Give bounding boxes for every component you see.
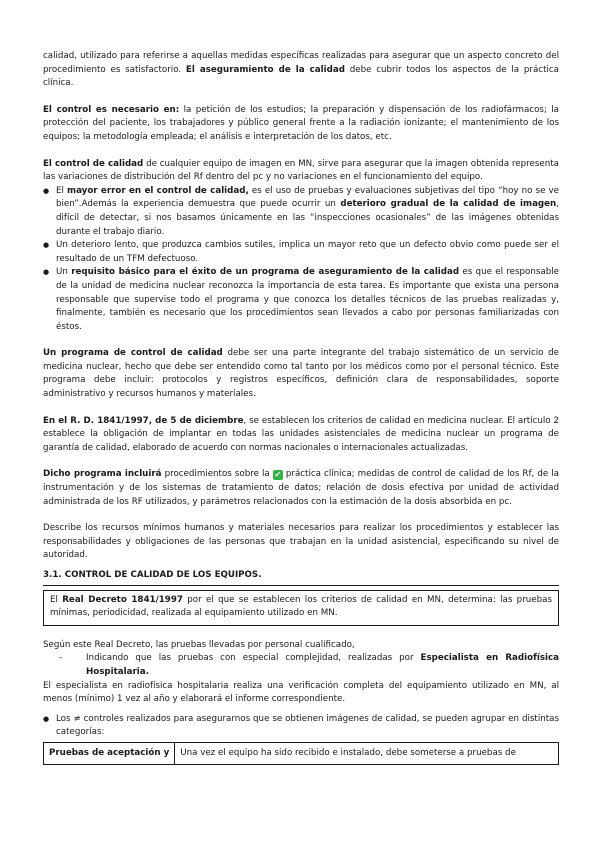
- paragraph-qualified-staff: Según este Real Decreto, las pruebas llevadas por personal cualificado,: [43, 639, 355, 650]
- paragraph-quality-control: El control de calidad de cualquier equipo de imagen en MN, sirve para asegurar que la imagen obtenida representa las variaciones de distribución del Rf dentro del pc y no variaciones en el funcionamiento del equipo.: [43, 158, 559, 183]
- section-heading: 3.1. CONTROL DE CALIDAD DE LOS EQUIPOS.: [43, 570, 262, 580]
- paragraph-royal-decree: En el R. D. 1841/1997, de 5 de diciembre, se establecen los criterios de calidad en medicina nuclear. El artículo 2 establece la obligación de implantar en todas las unidades asistenciales de medicina nuclear un programa de garantía de calidad, elaborado de acuerdo con normas nacionales o internacionales actualizadas.: [43, 415, 559, 453]
- bold-term: El control de calidad: [43, 158, 144, 169]
- list-item: ● Los ≠ controles realizados para asegurarnos que se obtienen imágenes de calidad, se pueden agrupar en distintas categorías:: [43, 713, 559, 740]
- bold-term: Un programa de control de calidad: [43, 348, 223, 359]
- dash-list: [43, 652, 559, 679]
- decree-box: El Real Decreto 1841/1997 por el que se establecen los criterios de calidad en MN, determina: las pruebas mínimas, periodicidad, realizada al equipamiento utilizado en MN.: [43, 590, 559, 626]
- document-page: [43, 50, 559, 765]
- section-divider: [43, 585, 559, 586]
- paragraph-control-necessary: El control es necesario en: la petición de los estudios; la preparación y dispensación de los radiofármacos; la protección del paciente, los trabajadores y público general frente a la radiación ionizante; el mantenimiento de los equipos; la metodología empleada; el análisis e interpretación de los datos, etc.: [43, 104, 560, 142]
- paragraph-physicist: El especialista en radiofísica hospitalaria realiza una verificación completa del equipamiento utilizado en MN, al menos (mínimo) 1 vez al año y elaborará el informe correspondiente.: [43, 680, 559, 705]
- paragraph-program-includes: Dicho programa incluirá procedimientos sobre la ✔ práctica clínica; medidas de control de calidad de los Rf, de la instrumentación y de los sistemas de tratamiento de datos; relación de dosis efectiva por unidad de actividad administrada de los RF utilizados, y parámetros relacionados con la estimación de la dosis absorbida en pc.: [43, 469, 559, 507]
- bold-term: El aseguramiento de la calidad: [185, 64, 345, 75]
- check-mark-icon: ✔: [274, 470, 282, 480]
- bold-term: Real Decreto 1841/1997: [62, 594, 183, 605]
- table-row: [44, 742, 559, 764]
- list-item: ● El mayor error en el control de calidad, es el uso de pruebas y evaluaciones subjetivas del tipo “hoy no se ve bien”.Además la experiencia demuestra que puede ocurrir un deterioro gradual de la calidad de imagen, difícil de detectar, si nos basamos únicamente en las “inspecciones ocasionales” de las imágenes obtenidas durante el trabajo diario.: [43, 185, 559, 239]
- bold-term: En el R. D. 1841/1997, de 5 de diciembre: [43, 415, 244, 426]
- list-item: ● Un deterioro lento, que produzca cambios sutiles, implica un mayor reto que un defecto obvio como puede ser el resultado de un TFM defectuoso.: [43, 239, 559, 266]
- bold-term: Dicho programa incluirá: [43, 469, 162, 480]
- bullet-list: [43, 185, 559, 335]
- tests-table: [43, 742, 559, 765]
- list-item: ● Un requisito básico para el éxito de un programa de aseguramiento de la calidad es que el responsable de la unidad de medicina nuclear reconozca la importancia de esta tarea. Es importante que exista una persona responsable que supervise todo el programa y que conozca los detalles técnicos de las pruebas realizadas y, finalmente, también es necesario que los procedimientos sean llevados a cabo por personas familiarizadas con éstos.: [43, 266, 559, 334]
- paragraph-quality-assurance: calidad, utilizado para referirse a aquellas medidas específicas realizadas para asegurar que un aspecto concreto del procedimiento es satisfactorio. El aseguramiento de la calidad debe cubrir todos los aspectos de la práctica clínica.: [43, 51, 559, 89]
- paragraph-qc-program: Un programa de control de calidad debe ser una parte integrante del trabajo sistemático de un servicio de medicina nuclear, hecho que debe ser entendido como tal tanto por los médicos como por el personal técnico. Este programa debe incluir: protocolos y registros específicos, definición clara de responsabilidades, soporte administrativo y recursos humanos y materiales.: [43, 348, 559, 400]
- list-item: - Indicando que las pruebas con especial complejidad, realizadas por Especialista en Radiofísica Hospitalaria.: [43, 652, 559, 679]
- table-cell-description: Una vez el equipo ha sido recibido e instalado, debe someterse a pruebas de: [175, 742, 559, 764]
- paragraph-resources: Describe los recursos mínimos humanos y materiales necesarios para realizar los procedimientos y establecer las responsabilidades y obligaciones de las personas que trabajan en la unidad asistencial, especificando su nivel de autoridad.: [43, 523, 559, 561]
- table-cell-category: Pruebas de aceptación y: [44, 742, 175, 764]
- bold-term: El control es necesario en:: [43, 104, 180, 115]
- bullet-list-categories: [43, 713, 559, 740]
